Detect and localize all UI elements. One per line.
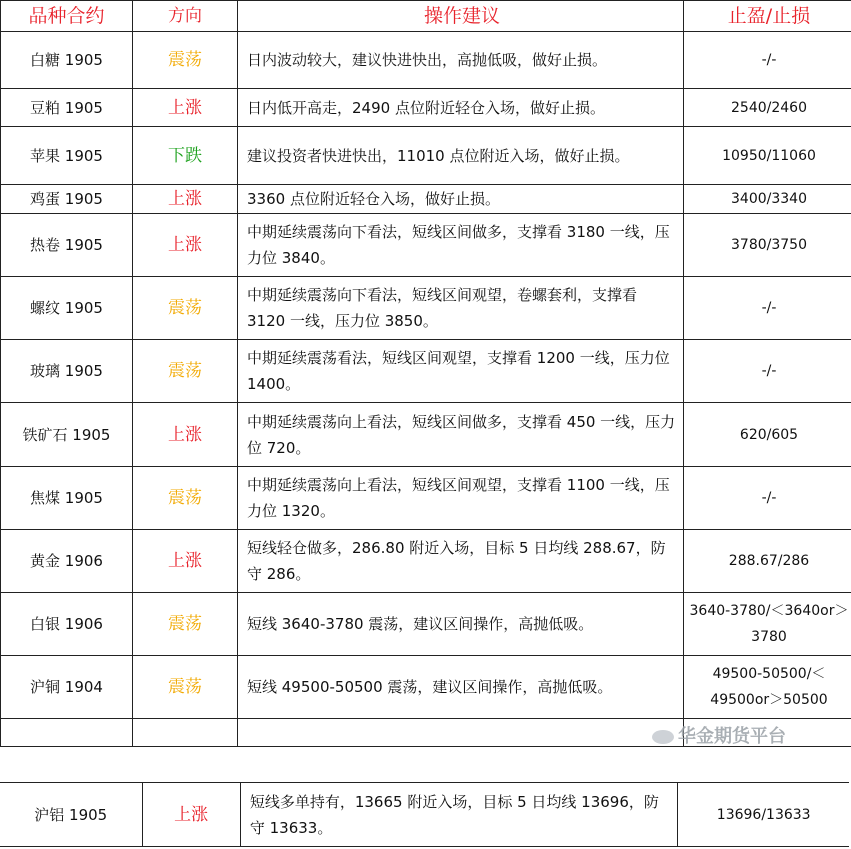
header-advice: 操作建议: [238, 1, 684, 32]
empty-cell: [238, 719, 684, 747]
table-row: [1, 593, 851, 656]
contract-cell: 玻璃 1905: [1, 340, 133, 403]
tp-sl-cell: 3640-3780/＜3640or＞3780: [684, 593, 851, 656]
direction-cell: 上涨: [133, 89, 238, 127]
table-row: [1, 214, 851, 277]
header-tp-sl: 止盈/止损: [684, 1, 851, 32]
advice-cell: 短线多单持有，13665 附近入场，目标 5 日均线 13696，防守 13633。: [240, 783, 678, 847]
table-row: [1, 530, 851, 593]
direction-cell: 震荡: [133, 340, 238, 403]
table-row: [1, 403, 851, 467]
contract-cell: 铁矿石 1905: [1, 403, 133, 467]
contract-cell: 螺纹 1905: [1, 277, 133, 340]
header-contract: 品种合约: [1, 1, 133, 32]
advice-cell: 中期延续震荡向上看法，短线区间观望，支撑看 1100 一线，压力位 1320。: [238, 467, 684, 530]
contract-cell: 黄金 1906: [1, 530, 133, 593]
tp-sl-cell: 10950/11060: [684, 127, 851, 185]
advice-cell: 短线 49500-50500 震荡，建议区间操作，高抛低吸。: [238, 656, 684, 719]
direction-cell: 震荡: [133, 656, 238, 719]
table-row: [1, 32, 851, 89]
direction-cell: 上涨: [133, 403, 238, 467]
table-row: [1, 277, 851, 340]
table-row: [0, 783, 849, 847]
table-row: [1, 89, 851, 127]
advice-cell: 中期延续震荡向下看法，短线区间做多，支撑看 3180 一线，压力位 3840。: [238, 214, 684, 277]
tp-sl-cell: 2540/2460: [684, 89, 851, 127]
advice-cell: 中期延续震荡向下看法，短线区间观望，卷螺套利，支撑看 3120 一线，压力位 3850。: [238, 277, 684, 340]
contract-cell: 白银 1906: [1, 593, 133, 656]
table-row: [1, 656, 851, 719]
direction-cell: 震荡: [133, 277, 238, 340]
empty-cell: [1, 719, 133, 747]
direction-cell: 上涨: [133, 185, 238, 214]
contract-cell: 沪铝 1905: [0, 783, 142, 847]
advice-cell: 建议投资者快进快出，11010 点位附近入场，做好止损。: [238, 127, 684, 185]
table-row: [1, 340, 851, 403]
tp-sl-cell: 49500-50500/＜49500or＞50500: [684, 656, 851, 719]
tp-sl-cell: 3400/3340: [684, 185, 851, 214]
tp-sl-cell: -/-: [684, 277, 851, 340]
advice-cell: 日内低开高走，2490 点位附近轻仓入场，做好止损。: [238, 89, 684, 127]
tp-sl-cell: 620/605: [684, 403, 851, 467]
table-row: [1, 127, 851, 185]
direction-cell: 震荡: [133, 467, 238, 530]
advice-cell: 3360 点位附近轻仓入场，做好止损。: [238, 185, 684, 214]
watermark: [652, 722, 786, 748]
advice-cell: 短线轻仓做多，286.80 附近入场，目标 5 日均线 288.67，防守 286。: [238, 530, 684, 593]
direction-cell: 下跌: [133, 127, 238, 185]
advice-cell: 中期延续震荡看法，短线区间观望，支撑看 1200 一线，压力位 1400。: [238, 340, 684, 403]
contract-cell: 豆粕 1905: [1, 89, 133, 127]
table-row: [1, 185, 851, 214]
contract-cell: 沪铜 1904: [1, 656, 133, 719]
contract-cell: 热卷 1905: [1, 214, 133, 277]
watermark-text: 华金期货平台: [678, 726, 786, 747]
tp-sl-cell: 3780/3750: [684, 214, 851, 277]
tp-sl-cell: -/-: [684, 467, 851, 530]
direction-cell: 上涨: [133, 530, 238, 593]
direction-cell: 震荡: [133, 593, 238, 656]
tp-sl-cell: -/-: [684, 340, 851, 403]
empty-cell: [133, 719, 238, 747]
contract-cell: 苹果 1905: [1, 127, 133, 185]
aluminum-table: [0, 782, 849, 847]
advice-cell: 日内波动较大，建议快进快出，高抛低吸，做好止损。: [238, 32, 684, 89]
header-direction: 方向: [133, 1, 238, 32]
contract-cell: 鸡蛋 1905: [1, 185, 133, 214]
advice-cell: 短线 3640-3780 震荡，建议区间操作，高抛低吸。: [238, 593, 684, 656]
advice-cell: 中期延续震荡向上看法，短线区间做多，支撑看 450 一线，压力位 720。: [238, 403, 684, 467]
contract-cell: 白糖 1905: [1, 32, 133, 89]
tp-sl-cell: 13696/13633: [678, 783, 849, 847]
wechat-icon: [652, 730, 674, 744]
header-row: [1, 1, 851, 32]
direction-cell: 震荡: [133, 32, 238, 89]
tp-sl-cell: 288.67/286: [684, 530, 851, 593]
table-row: [1, 467, 851, 530]
direction-cell: 上涨: [142, 783, 240, 847]
direction-cell: 上涨: [133, 214, 238, 277]
contract-cell: 焦煤 1905: [1, 467, 133, 530]
tp-sl-cell: -/-: [684, 32, 851, 89]
